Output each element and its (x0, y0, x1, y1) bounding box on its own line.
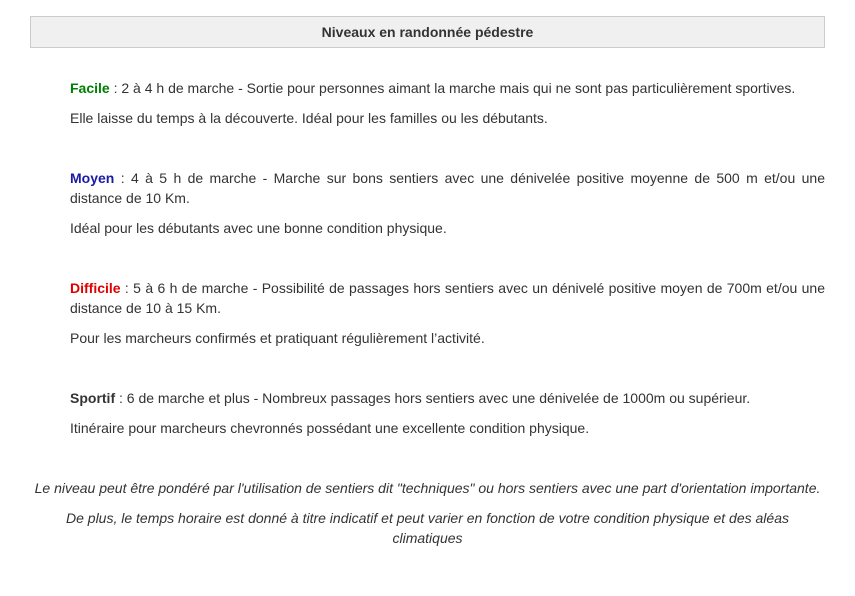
level-audience: Idéal pour les débutants avec une bonne condition physique. (70, 220, 447, 236)
level-audience: Itinéraire pour marcheurs chevronnés possédant une excellente condition physique. (70, 420, 590, 436)
level-details: : 4 à 5 h de marche - Marche sur bons sentiers avec une dénivelée positive moyenne de 500 m et/ou une distance de 10 Km. (70, 170, 825, 206)
levels-list (70, 78, 825, 438)
level-details: : 5 à 6 h de marche - Possibilité de passages hors sentiers avec un dénivelé positive moyen de 700m et/ou une distance de 10 à 15 Km. (70, 280, 825, 316)
level-facile (70, 78, 825, 128)
level-details: : 6 de marche et plus - Nombreux passages hors sentiers avec une dénivelée de 1000m ou supérieur. (115, 390, 751, 406)
level-name: Facile (70, 80, 110, 96)
level-details: : 2 à 4 h de marche - Sortie pour personnes aimant la marche mais qui ne sont pas particulièrement sportives. (109, 80, 796, 96)
note-timing: De plus, le temps horaire est donné à titre indicatif et peut varier en fonction de votre condition physique et des aléas climatiques (66, 510, 789, 546)
level-description (70, 78, 825, 98)
level-name: Moyen (70, 170, 115, 186)
level-difficile (70, 278, 825, 348)
note-weighting: Le niveau peut être pondéré par l'utilisation de sentiers dit "techniques" ou hors sentiers avec une part d'orientation importante. (34, 480, 821, 496)
page-title-box (30, 16, 825, 48)
level-moyen (70, 168, 825, 238)
level-sportif (70, 388, 825, 438)
level-description (70, 168, 825, 208)
level-description (70, 388, 825, 408)
level-name: Sportif (70, 390, 116, 406)
page-title: Niveaux en randonnée pédestre (321, 24, 534, 40)
level-audience: Elle laisse du temps à la découverte. Idéal pour les familles ou les débutants. (70, 110, 548, 126)
level-audience: Pour les marcheurs confirmés et pratiquant régulièrement l’activité. (70, 330, 485, 346)
level-description (70, 278, 825, 318)
notes-section (30, 478, 825, 548)
level-name: Difficile (70, 280, 121, 296)
